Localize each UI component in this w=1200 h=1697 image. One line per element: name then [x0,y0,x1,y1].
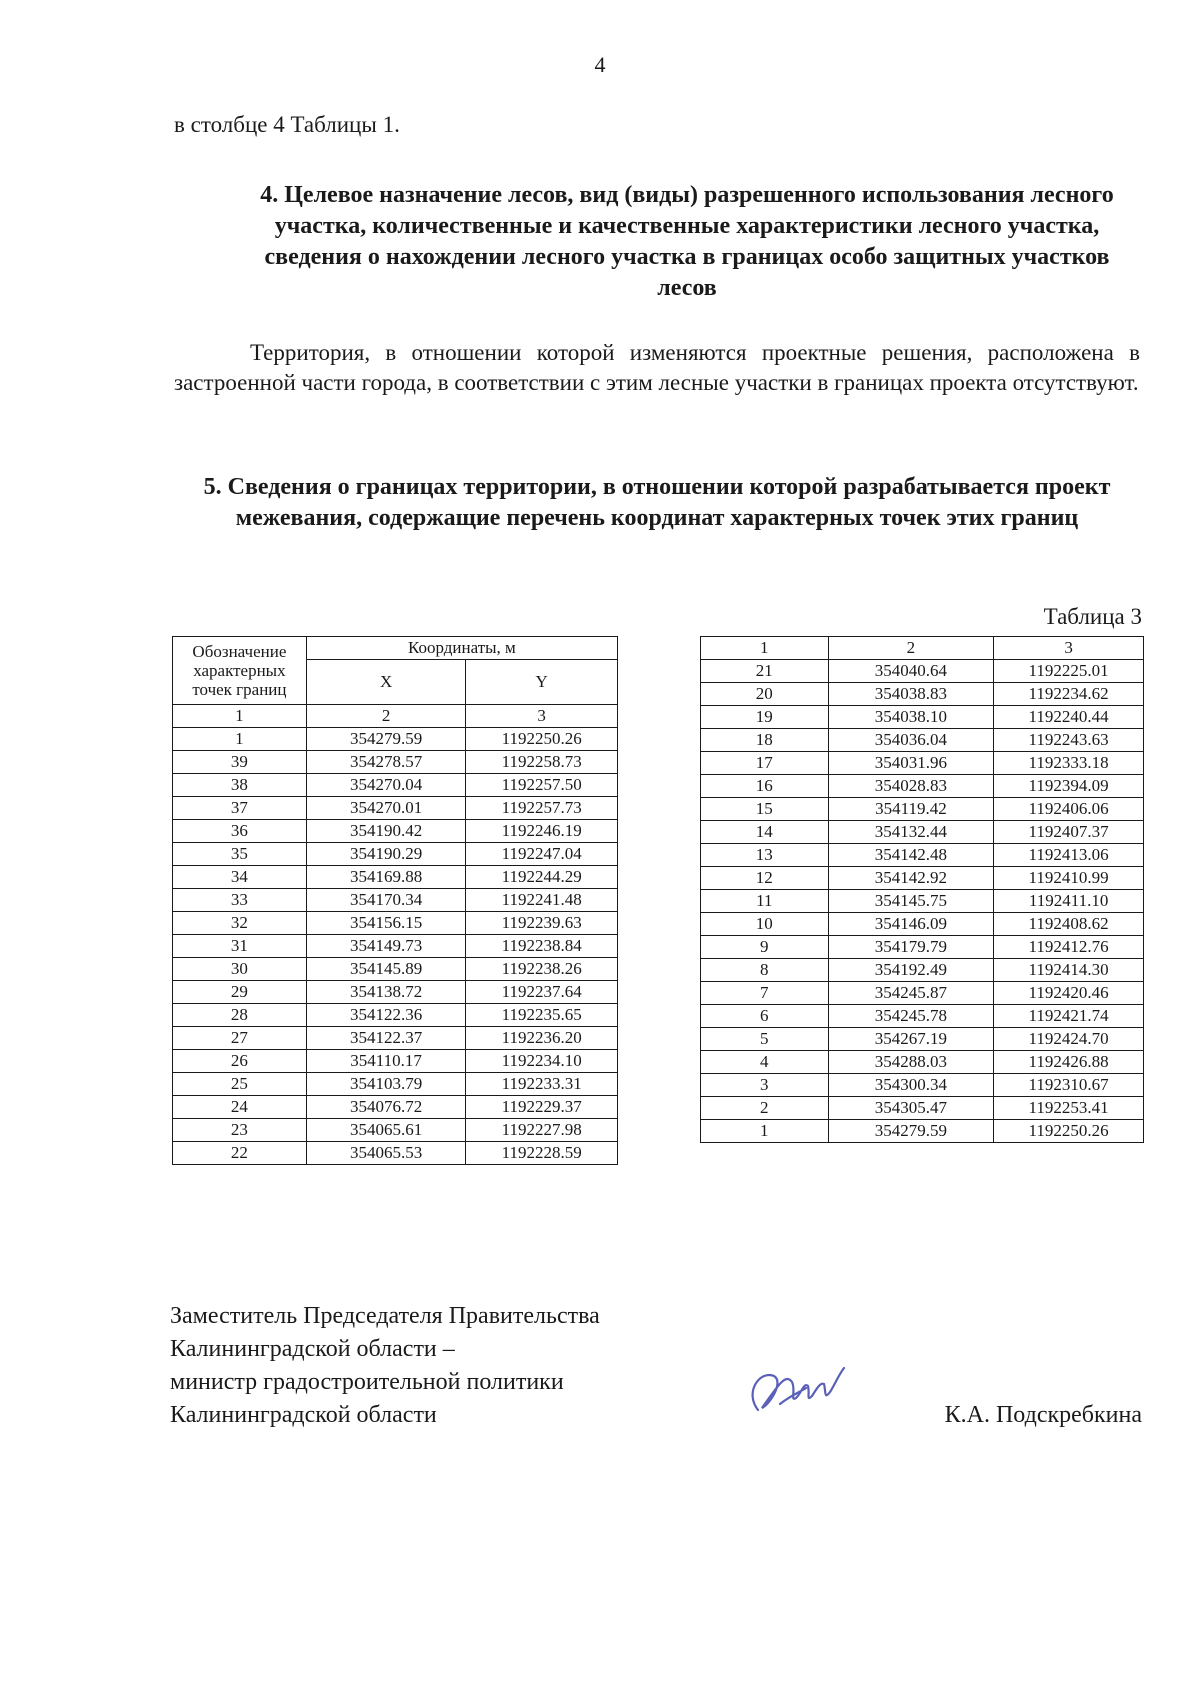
table-row [701,821,1144,844]
column-number: 1 [701,637,829,660]
point-number-cell: 29 [173,981,307,1004]
point-number-cell: 11 [701,890,829,913]
table-row [701,1120,1144,1143]
point-number-cell: 19 [701,706,829,729]
x-coordinate-cell: 354142.48 [828,844,994,867]
table-row [173,1027,618,1050]
signatory-name: К.А. Подскребкина [944,1402,1142,1428]
x-coordinate-cell: 354149.73 [306,935,466,958]
y-coordinate-cell: 1192244.29 [466,866,618,889]
x-coordinate-cell: 354038.83 [828,683,994,706]
x-coordinate-cell: 354145.89 [306,958,466,981]
point-number-cell: 28 [173,1004,307,1027]
y-coordinate-cell: 1192234.10 [466,1050,618,1073]
y-coordinate-cell: 1192408.62 [994,913,1144,936]
table-row [701,936,1144,959]
table-row [701,706,1144,729]
point-number-cell: 1 [173,728,307,751]
x-coordinate-cell: 354156.15 [306,912,466,935]
right-table-body [701,660,1144,1143]
section-4-heading: 4. Целевое назначение лесов, вид (виды) разрешенного использования лесного участка, количественные и качественные характеристики лесного участка, сведения о нахождении лесного участка в границах особо защитных участков лесов [260,182,1114,301]
x-coordinate-cell: 354267.19 [828,1028,994,1051]
x-coordinate-cell: 354040.64 [828,660,994,683]
y-coordinate-cell: 1192240.44 [994,706,1144,729]
y-coordinate-cell: 1192394.09 [994,775,1144,798]
page-number: 4 [594,52,606,77]
table-row [173,751,618,774]
table-row [173,1073,618,1096]
y-coordinate-cell: 1192407.37 [994,821,1144,844]
x-coordinate-cell: 354146.09 [828,913,994,936]
y-coordinate-cell: 1192410.99 [994,867,1144,890]
x-coordinate-cell: 354279.59 [306,728,466,751]
x-coordinate-cell: 354076.72 [306,1096,466,1119]
table-row [701,683,1144,706]
table-row [173,981,618,1004]
signatory-title-line: министр градостроительной политики [170,1369,564,1395]
x-coordinate-cell: 354110.17 [306,1050,466,1073]
y-coordinate-cell: 1192243.63 [994,729,1144,752]
y-coordinate-cell: 1192413.06 [994,844,1144,867]
header-coordinates: Координаты, м [306,637,617,660]
coordinates-table-left [172,636,618,1165]
table-row [173,1142,618,1165]
section-4-paragraph: Территория, в отношении которой изменяются проектные решения, расположена в застроенной части города, в соответствии с этим лесные участки в границах проекта отсутствуют. [174,340,1140,395]
table-row [173,1119,618,1142]
point-number-cell: 34 [173,866,307,889]
y-coordinate-cell: 1192225.01 [994,660,1144,683]
point-number-cell: 10 [701,913,829,936]
y-coordinate-cell: 1192253.41 [994,1097,1144,1120]
table-row [173,1050,618,1073]
y-coordinate-cell: 1192247.04 [466,843,618,866]
x-coordinate-cell: 354170.34 [306,889,466,912]
table-row [701,844,1144,867]
signatory-title-line: Калининградской области [170,1402,437,1428]
handwritten-signature [740,1352,850,1432]
table-row [173,797,618,820]
y-coordinate-cell: 1192424.70 [994,1028,1144,1051]
table-row [701,1074,1144,1097]
table-row [173,728,618,751]
point-number-cell: 24 [173,1096,307,1119]
x-coordinate-cell: 354278.57 [306,751,466,774]
y-coordinate-cell: 1192233.31 [466,1073,618,1096]
point-number-cell: 14 [701,821,829,844]
header-x: X [306,660,466,705]
x-coordinate-cell: 354270.04 [306,774,466,797]
point-number-cell: 5 [701,1028,829,1051]
x-coordinate-cell: 354065.53 [306,1142,466,1165]
x-coordinate-cell: 354031.96 [828,752,994,775]
y-coordinate-cell: 1192412.76 [994,936,1144,959]
column-number: 1 [173,705,307,728]
point-number-cell: 9 [701,936,829,959]
table-row [173,820,618,843]
point-number-cell: 35 [173,843,307,866]
point-number-cell: 30 [173,958,307,981]
coordinates-table-right [700,636,1144,1143]
y-coordinate-cell: 1192333.18 [994,752,1144,775]
y-coordinate-cell: 1192237.64 [466,981,618,1004]
table-row [701,1097,1144,1120]
table-row [173,935,618,958]
y-coordinate-cell: 1192420.46 [994,982,1144,1005]
x-coordinate-cell: 354036.04 [828,729,994,752]
y-coordinate-cell: 1192421.74 [994,1005,1144,1028]
x-coordinate-cell: 354122.37 [306,1027,466,1050]
x-coordinate-cell: 354103.79 [306,1073,466,1096]
header-y: Y [466,660,618,705]
table-row [701,867,1144,890]
table-row [701,913,1144,936]
point-number-cell: 3 [701,1074,829,1097]
point-number-cell: 18 [701,729,829,752]
table-row [701,1028,1144,1051]
x-coordinate-cell: 354028.83 [828,775,994,798]
table-row [173,912,618,935]
point-number-cell: 31 [173,935,307,958]
point-number-cell: 26 [173,1050,307,1073]
y-coordinate-cell: 1192250.26 [994,1120,1144,1143]
x-coordinate-cell: 354145.75 [828,890,994,913]
y-coordinate-cell: 1192250.26 [466,728,618,751]
signatory-title-line: Заместитель Председателя Правительства [170,1303,600,1329]
point-number-cell: 1 [701,1120,829,1143]
table-row [173,866,618,889]
x-coordinate-cell: 354119.42 [828,798,994,821]
table-row [701,729,1144,752]
y-coordinate-cell: 1192406.06 [994,798,1144,821]
point-number-cell: 38 [173,774,307,797]
column-number: 3 [466,705,618,728]
y-coordinate-cell: 1192235.65 [466,1004,618,1027]
y-coordinate-cell: 1192241.48 [466,889,618,912]
point-number-cell: 17 [701,752,829,775]
point-number-cell: 27 [173,1027,307,1050]
table-row [701,752,1144,775]
point-number-cell: 16 [701,775,829,798]
y-coordinate-cell: 1192426.88 [994,1051,1144,1074]
table-row [173,774,618,797]
table-caption: Таблица 3 [1043,604,1142,629]
x-coordinate-cell: 354288.03 [828,1051,994,1074]
y-coordinate-cell: 1192229.37 [466,1096,618,1119]
x-coordinate-cell: 354132.44 [828,821,994,844]
column-number: 2 [306,705,466,728]
y-coordinate-cell: 1192258.73 [466,751,618,774]
left-table-body [173,728,618,1165]
point-number-cell: 36 [173,820,307,843]
y-coordinate-cell: 1192310.67 [994,1074,1144,1097]
x-coordinate-cell: 354192.49 [828,959,994,982]
x-coordinate-cell: 354038.10 [828,706,994,729]
x-coordinate-cell: 354245.87 [828,982,994,1005]
section-5-heading: 5. Сведения о границах территории, в отношении которой разрабатывается проект межевания, содержащие перечень координат характерных точек этих границ [203,474,1111,531]
point-number-cell: 37 [173,797,307,820]
x-coordinate-cell: 354122.36 [306,1004,466,1027]
y-coordinate-cell: 1192411.10 [994,890,1144,913]
point-number-cell: 15 [701,798,829,821]
table-row [173,889,618,912]
table-row [701,1051,1144,1074]
continuation-text: в столбце 4 Таблицы 1. [174,112,400,137]
x-coordinate-cell: 354270.01 [306,797,466,820]
table-row [701,959,1144,982]
y-coordinate-cell: 1192257.73 [466,797,618,820]
y-coordinate-cell: 1192414.30 [994,959,1144,982]
x-coordinate-cell: 354305.47 [828,1097,994,1120]
x-coordinate-cell: 354300.34 [828,1074,994,1097]
header-designation: Обозначение характерных точек границ [173,637,307,705]
table-row [701,798,1144,821]
y-coordinate-cell: 1192238.84 [466,935,618,958]
point-number-cell: 4 [701,1051,829,1074]
x-coordinate-cell: 354190.42 [306,820,466,843]
table-row [173,1096,618,1119]
y-coordinate-cell: 1192239.63 [466,912,618,935]
table-row [173,958,618,981]
y-coordinate-cell: 1192234.62 [994,683,1144,706]
point-number-cell: 21 [701,660,829,683]
table-row [701,660,1144,683]
point-number-cell: 13 [701,844,829,867]
point-number-cell: 32 [173,912,307,935]
x-coordinate-cell: 354279.59 [828,1120,994,1143]
table-row [173,843,618,866]
point-number-cell: 8 [701,959,829,982]
y-coordinate-cell: 1192257.50 [466,774,618,797]
point-number-cell: 22 [173,1142,307,1165]
column-number: 2 [828,637,994,660]
point-number-cell: 12 [701,867,829,890]
point-number-cell: 6 [701,1005,829,1028]
y-coordinate-cell: 1192228.59 [466,1142,618,1165]
signatory-title [170,1300,600,1432]
table-row [701,890,1144,913]
table-row [701,982,1144,1005]
table-row [701,775,1144,798]
point-number-cell: 20 [701,683,829,706]
signatory-title-line: Калининградской области – [170,1336,455,1362]
x-coordinate-cell: 354138.72 [306,981,466,1004]
point-number-cell: 33 [173,889,307,912]
table-row [701,1005,1144,1028]
y-coordinate-cell: 1192246.19 [466,820,618,843]
column-number: 3 [994,637,1144,660]
x-coordinate-cell: 354142.92 [828,867,994,890]
y-coordinate-cell: 1192227.98 [466,1119,618,1142]
x-coordinate-cell: 354169.88 [306,866,466,889]
x-coordinate-cell: 354179.79 [828,936,994,959]
point-number-cell: 39 [173,751,307,774]
point-number-cell: 25 [173,1073,307,1096]
x-coordinate-cell: 354245.78 [828,1005,994,1028]
point-number-cell: 23 [173,1119,307,1142]
x-coordinate-cell: 354190.29 [306,843,466,866]
x-coordinate-cell: 354065.61 [306,1119,466,1142]
point-number-cell: 7 [701,982,829,1005]
y-coordinate-cell: 1192236.20 [466,1027,618,1050]
point-number-cell: 2 [701,1097,829,1120]
y-coordinate-cell: 1192238.26 [466,958,618,981]
table-row [173,1004,618,1027]
